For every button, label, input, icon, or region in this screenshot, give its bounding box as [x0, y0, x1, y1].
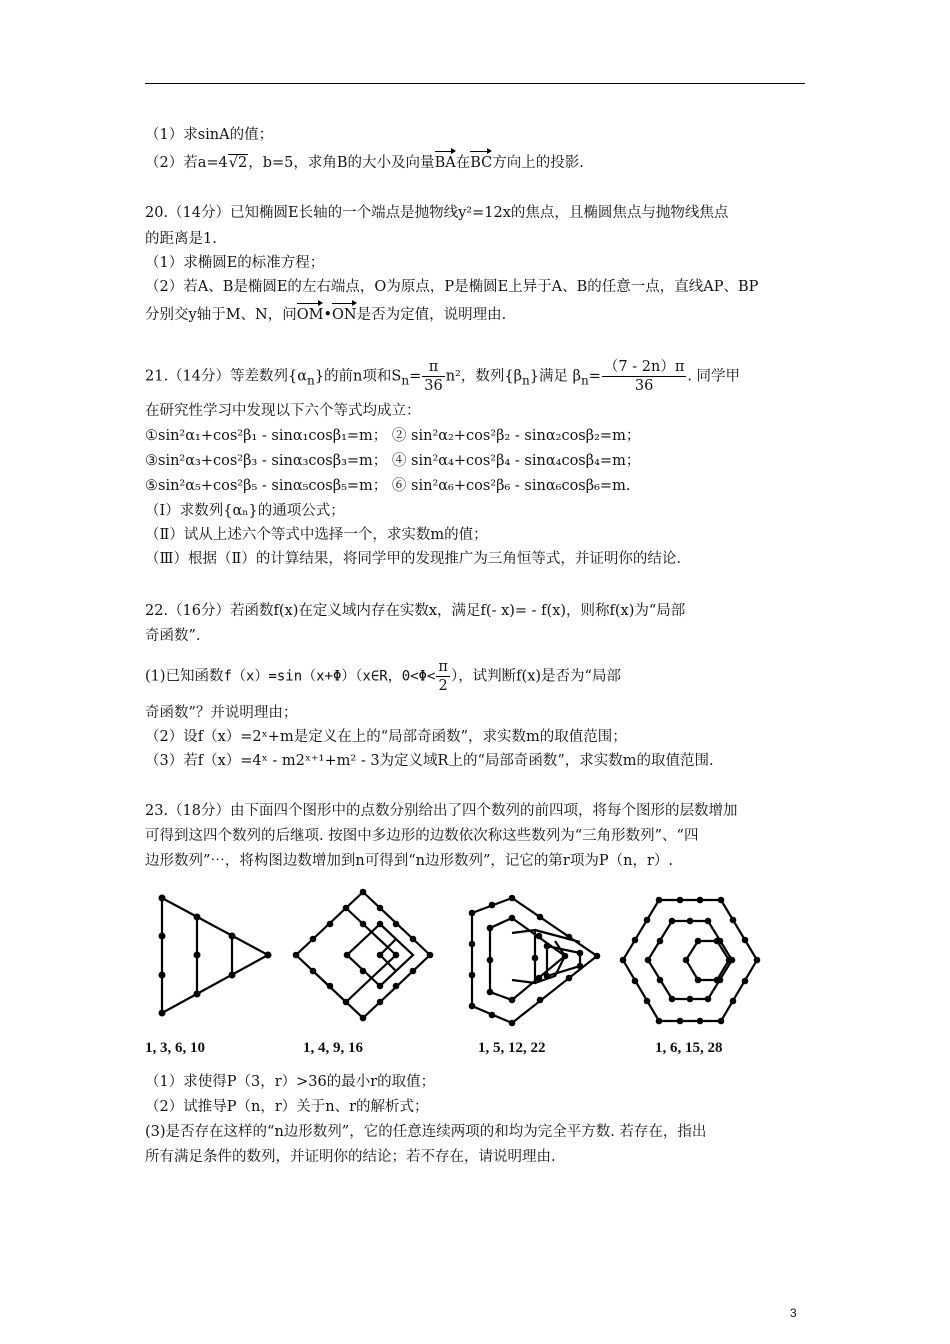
- q21-line1-pre: 21.（14分）等差数列{α: [145, 368, 308, 385]
- sqrt-value: 2: [238, 155, 248, 171]
- q23-part3-line2: 所有满足条件的数列，并证明你的结论；若不存在，请说明理由.: [145, 1149, 556, 1165]
- q22-part3: （3）若f（x）=4ˣ - m2ˣ⁺¹+m² - 3为定义域R上的“局部奇函数”，求实数m的取值范围.: [145, 753, 714, 769]
- q20-part2-line1: （2）若A、B是椭圆E的左右端点，O为原点，P是椭圆E上异于A、B的任意一点，直线AP、BP: [145, 279, 759, 295]
- fraction-numerator: （7 - 2n）π: [603, 359, 685, 375]
- q21-eq1: ①sin²α₁+cos²β₁ - sinα₁cosβ₁=m； ② sin²α₂+cos²β₂ - sinα₂cosβ₂=m；: [145, 428, 641, 444]
- vector-bc: BC: [470, 150, 492, 174]
- q22-part1: [145, 658, 621, 695]
- subscript-n: n: [307, 373, 315, 388]
- q20-line2: 的距离是1.: [145, 231, 217, 247]
- q21-line1-mid3: n²，数列{β: [445, 368, 522, 385]
- q19-part2-pre: （2）若: [145, 155, 198, 171]
- subscript-n: n: [580, 373, 589, 388]
- q19-part1: （1）求sinA的值；: [145, 127, 274, 143]
- q22-part1-pre: (1)已知函数: [145, 668, 224, 685]
- fraction-denominator: 36: [634, 378, 654, 394]
- q23-part2: （2）试推导P（n，r）关于n、r的解析式；: [145, 1099, 429, 1115]
- vector-ba: BA: [435, 150, 456, 174]
- q22-part1-close: ）: [450, 668, 459, 685]
- q23-line1: 23.（18分）由下面四个图形中的点数分别给出了四个数列的前四项，将每个图形的层数增加: [145, 803, 738, 819]
- q23-part3-line1: (3)是否存在这样的“n边形数列”，它的任意连续两项的和均为完全平方数. 若存在，指出: [145, 1124, 707, 1140]
- vector-om: OM: [297, 302, 324, 326]
- triangle-figure: [150, 888, 275, 1023]
- q19-part2-mid: ，b=5，求角B的大小及向量: [248, 155, 435, 171]
- sequence-square: 1, 4, 9, 16: [303, 1040, 363, 1056]
- q21-part2: （Ⅱ）试从上述六个等式中选择一个，求实数m的值；: [145, 527, 488, 543]
- fraction-denominator: 36: [424, 378, 443, 394]
- subscript-n: n: [521, 373, 530, 388]
- page-number: 3: [790, 1306, 797, 1320]
- q21-line1-post: . 同学甲: [687, 368, 741, 385]
- q21-eq2: ③sin²α₃+cos²β₃ - sinα₃cosβ₃=m； ④ sin²α₄+cos²β₄ - sinα₄cosβ₄=m；: [145, 453, 641, 469]
- square-figure: [292, 888, 437, 1023]
- sqrt-symbol: √2: [228, 155, 248, 171]
- q20-part2-line2: [145, 302, 506, 326]
- q22-part1-post: ，试判断f(x)是否为“局部: [458, 668, 621, 685]
- q21-line2: 在研究性学习中发现以下六个等式均成立：: [145, 403, 421, 419]
- q23-line2: 可得到这四个数列的后继项. 按图中多边形的边数依次称这些数列为“三角形数列”、“四: [145, 828, 699, 844]
- sequence-triangle: 1, 3, 6, 10: [145, 1040, 205, 1056]
- hexagon-figure: [617, 893, 767, 1028]
- q23-part1: （1）求使得P（3，r）>36的最小r的取值；: [145, 1074, 436, 1090]
- subscript-n: n: [401, 373, 410, 388]
- q21-eq3: ⑤sin²α₅+cos²β₅ - sinα₅cosβ₅=m； ⑥ sin²α₆+cos²β₆ - sinα₆cosβ₆=m.: [145, 478, 631, 494]
- dot-product-symbol: •: [323, 307, 333, 323]
- header-rule: [145, 83, 805, 84]
- q19-a-label: a=4: [197, 155, 228, 171]
- fraction-beta: [602, 358, 686, 395]
- q20-part2-pre: 分别交y轴于M、N，问: [145, 307, 297, 323]
- q20-part1: （1）求椭圆E的标准方程；: [145, 255, 325, 271]
- q21-line1-mid4: }满足 β: [529, 368, 581, 385]
- fraction-numerator: π: [438, 659, 448, 675]
- q22-part1-line2: 奇函数”？并说明理由；: [145, 705, 298, 721]
- sequence-hexagon: 1, 6, 15, 28: [655, 1040, 723, 1056]
- q22-part2: （2）设f（x）=2ˣ+m是定义在上的“局部奇函数”，求实数m的取值范围；: [145, 729, 627, 745]
- fraction-pi-2: [436, 658, 450, 695]
- pentagon-figure: [462, 888, 607, 1033]
- q22-line1: 22.（16分）若函数f(x)在定义域内存在实数x，满足f(- x)= - f(x)，则称f(x)为“局部: [145, 603, 686, 619]
- q21-part3: （Ⅲ）根据（Ⅱ）的计算结果，将同学甲的发现推广为三角恒等式，并证明你的结论.: [145, 551, 681, 567]
- q22-line2: 奇函数”.: [145, 628, 201, 644]
- q21-line1-mid2: =: [409, 368, 422, 385]
- q21-line1-mid5: =: [588, 368, 601, 385]
- fraction-denominator: 2: [438, 678, 448, 694]
- q20-part2-post: 是否为定值，说明理由.: [356, 307, 507, 323]
- q22-formula: f（x）=sin（x+Φ）（x∈R，0<Φ<: [223, 668, 436, 685]
- q21-part1: （Ⅰ）求数列{αₙ}的通项公式；: [145, 503, 345, 519]
- q20-line1: 20.（14分）已知椭圆E长轴的一个端点是抛物线y²=12x的焦点，且椭圆焦点与抛物线焦点: [145, 205, 729, 221]
- q23-line3: 边形数列”⋯，将构图边数增加到n可得到“n边形数列”，记它的第r项为P（n，r）.: [145, 853, 673, 869]
- q19-part2-post: 方向上的投影.: [492, 155, 584, 171]
- fraction-pi-36: [422, 358, 444, 395]
- fraction-numerator: π: [422, 358, 444, 377]
- vector-on: ON: [332, 302, 357, 326]
- sequence-pentagon: 1, 5, 12, 22: [478, 1040, 546, 1056]
- q19-on: 在: [455, 155, 471, 171]
- q19-part2: [145, 150, 584, 174]
- q21-line1: [145, 358, 740, 395]
- q21-line1-mid1: }的前n项和S: [314, 368, 402, 385]
